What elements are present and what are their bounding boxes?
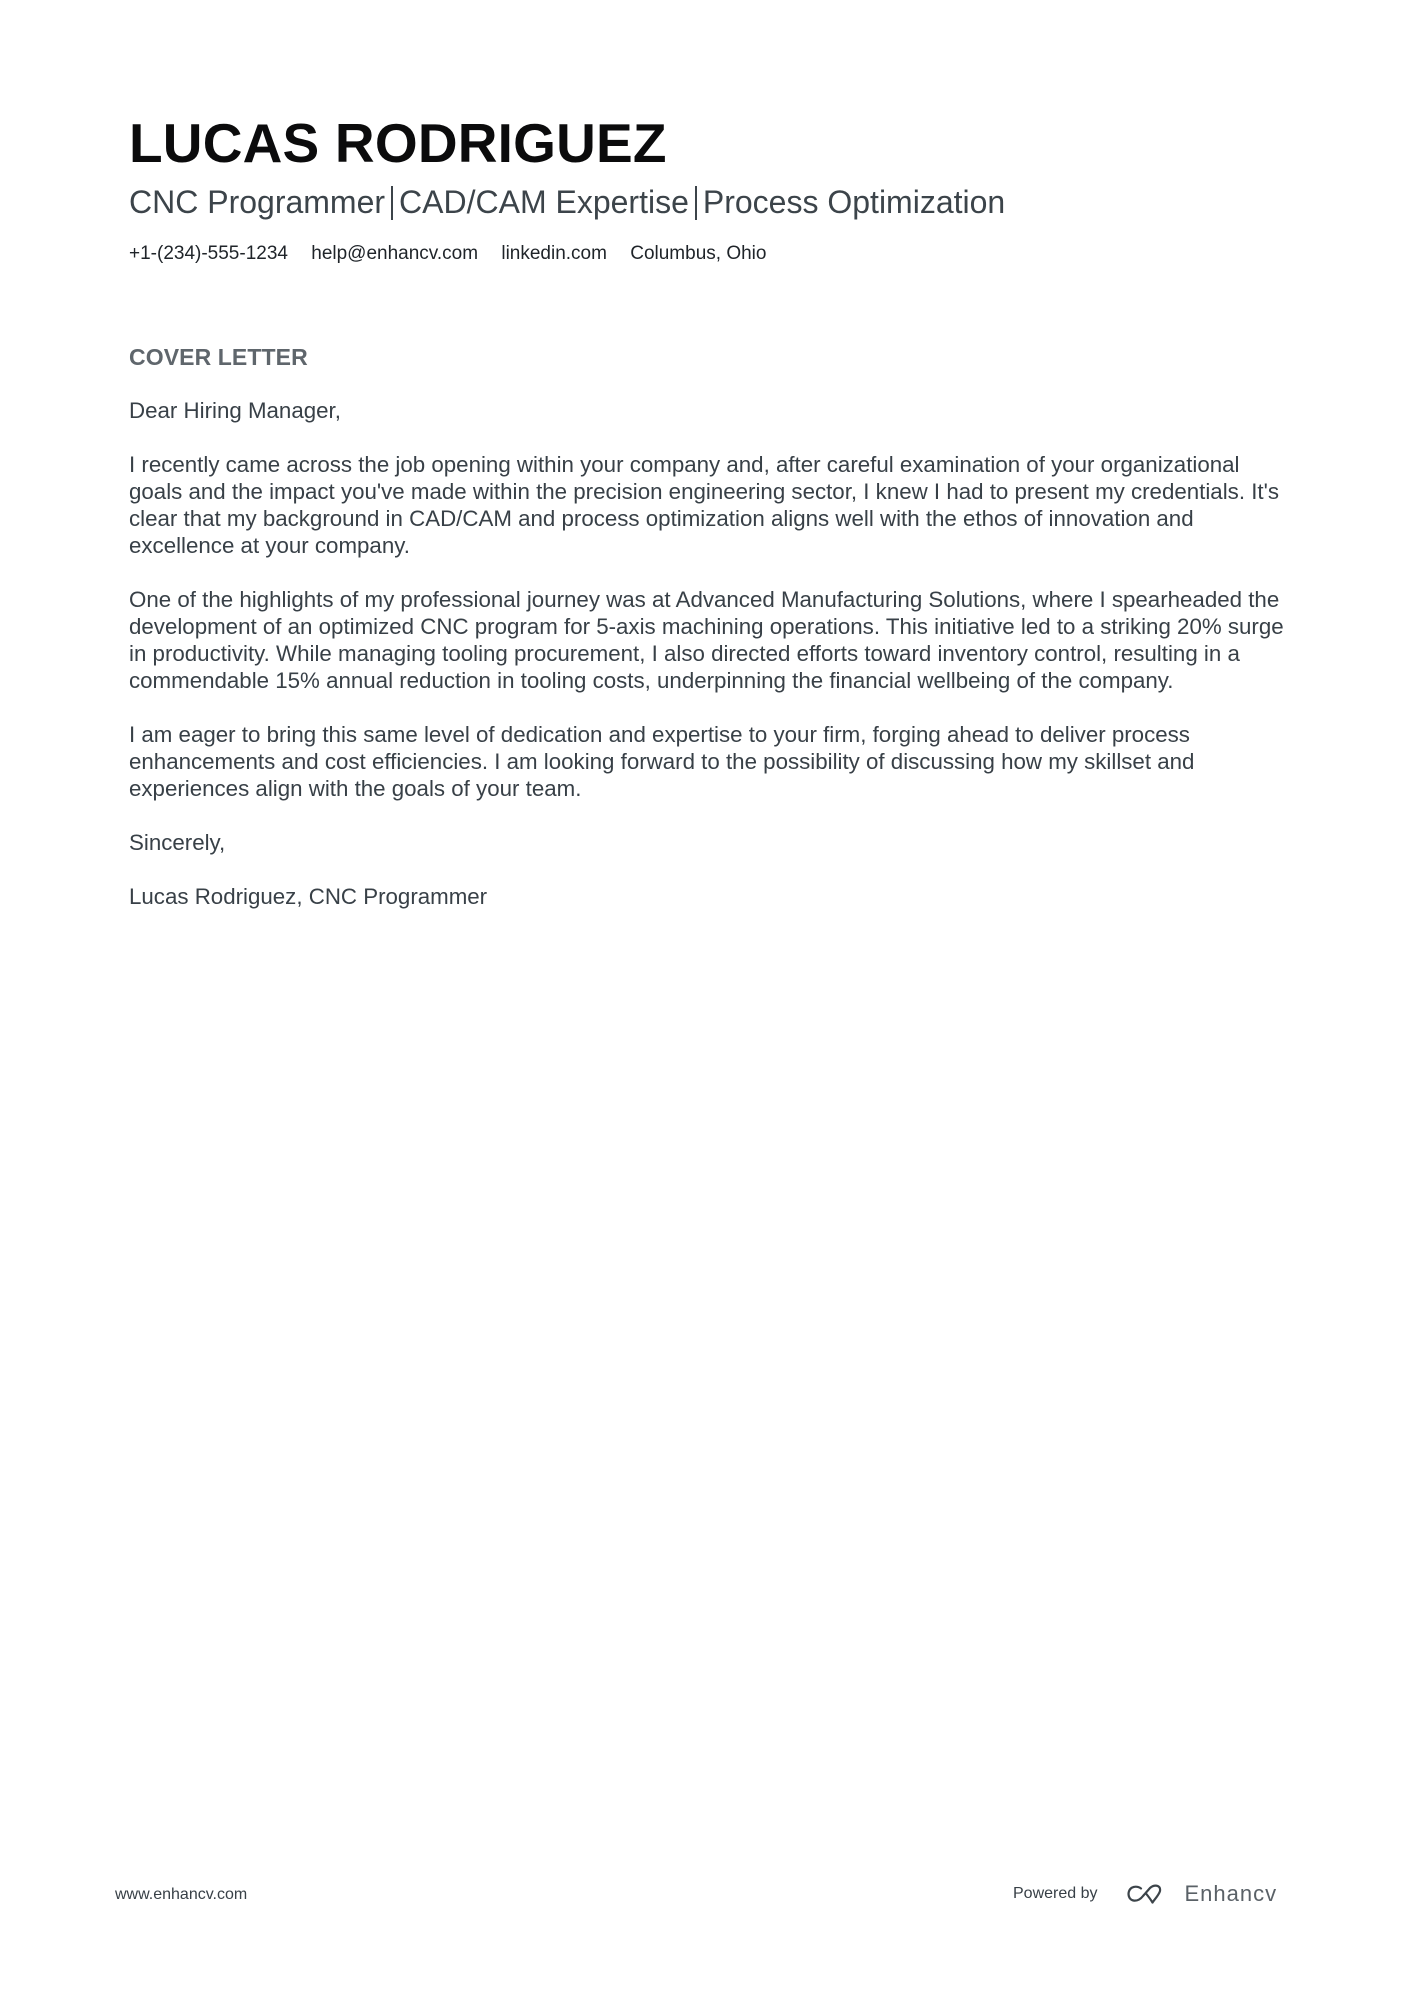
brand-name: Enhancv <box>1184 1881 1278 1906</box>
headline-separator <box>391 186 393 220</box>
candidate-name: LUCAS RODRIGUEZ <box>129 112 667 174</box>
headline <box>129 182 1005 222</box>
contact-info <box>129 242 784 266</box>
headline-skill: CAD/CAM Expertise <box>399 184 689 220</box>
headline-separator <box>695 186 697 220</box>
contact-email[interactable]: help@enhancv.com <box>311 243 479 264</box>
contact-location: Columbus, Ohio <box>630 243 767 264</box>
enhancv-logo-icon <box>1126 1884 1172 1904</box>
contact-linkedin[interactable]: linkedin.com <box>501 243 607 264</box>
powered-by-label: Powered by <box>1013 1885 1098 1902</box>
signature: Lucas Rodriguez, CNC Programmer <box>129 884 488 909</box>
greeting: Dear Hiring Manager, <box>129 398 341 423</box>
footer-website[interactable]: www.enhancv.com <box>115 1886 248 1903</box>
section-title: COVER LETTER <box>129 344 308 370</box>
footer-branding[interactable] <box>1013 1880 1277 1908</box>
paragraph-intro: I recently came across the job opening within your company and, after careful examination of your organizational goals and the impact you've made within the precision engineering sector, I knew I had to present my credentials. It's clear that my background in CAD/CAM and process optimization aligns well with the ethos of innovation and excellence at your company. <box>129 452 1279 558</box>
closing-salutation: Sincerely, <box>129 830 226 855</box>
headline-focus: Process Optimization <box>702 184 1006 220</box>
header <box>129 112 1289 264</box>
headline-role: CNC Programmer <box>129 184 386 220</box>
letter-body <box>129 344 1294 937</box>
paragraph-closing: I am eager to bring this same level of dedication and expertise to your firm, forging ahead to deliver process enhancements and cost efficiencies. I am looking forward to the possibility of discussing how my skillset and experiences align with the goals of your team. <box>129 722 1195 801</box>
contact-phone[interactable]: +1-(234)-555-1234 <box>129 243 288 264</box>
paragraph-experience: One of the highlights of my professional journey was at Advanced Manufacturing Solutions, where I spearheaded the development of an optimized CNC program for 5-axis machining operations. This initiative led to a striking 20% surge in productivity. While managing tooling procurement, I also directed efforts toward inventory control, resulting in a commendable 15% annual reduction in tooling costs, underpinning the financial wellbeing of the company. <box>129 587 1284 693</box>
